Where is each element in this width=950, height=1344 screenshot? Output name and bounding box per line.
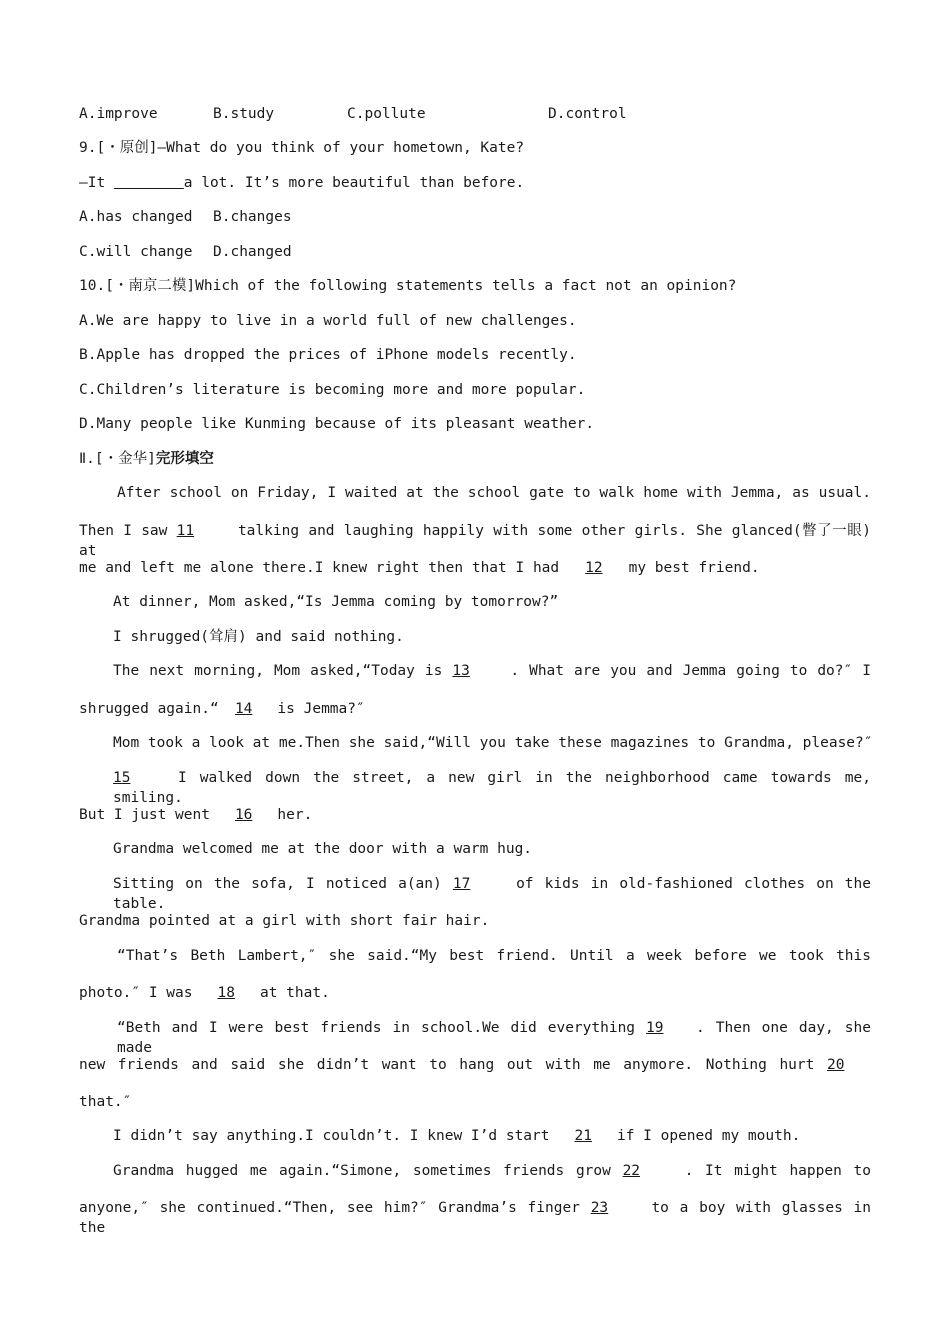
passage-p6-line1 bbox=[113, 768, 871, 808]
q9-option-a: A.has changed bbox=[79, 209, 193, 225]
blank-13: 13 bbox=[452, 663, 470, 679]
passage-p1-line3 bbox=[79, 558, 871, 578]
text-segment: my best friend. bbox=[628, 560, 760, 576]
q10-option-c: C.Children’s literature is becoming more and more popular. bbox=[79, 382, 586, 398]
q8-option-a: A.improve bbox=[79, 106, 158, 122]
blank-23: 23 bbox=[590, 1200, 609, 1216]
text-segment: her. bbox=[277, 807, 313, 823]
q8-option-c: C.pollute bbox=[347, 106, 426, 122]
blank-16: 16 bbox=[234, 807, 253, 823]
passage-p12-line1 bbox=[113, 1161, 871, 1181]
passage-p12-line2 bbox=[79, 1198, 871, 1238]
text-segment: of kids in old-fashioned clothes on the table. bbox=[113, 876, 871, 912]
passage-p5: Mom took a look at me.Then she said,“Will you take these magazines to Grandma, please?″ bbox=[113, 735, 873, 751]
passage-p8-line1 bbox=[113, 874, 871, 914]
passage-p3: I shrugged(耸肩) and said nothing. bbox=[113, 629, 404, 645]
q10-option-d: D.Many people like Kunming because of its pleasant weather. bbox=[79, 416, 595, 432]
text-segment: to a boy with glasses in the bbox=[79, 1200, 872, 1236]
passage-p10-line3: that.″ bbox=[79, 1094, 132, 1110]
passage-p1-line1: After school on Friday, I waited at the school gate to walk home with Jemma, as usual. bbox=[117, 485, 871, 501]
passage-p9-line1: “That’s Beth Lambert,″ she said.“My best friend. Until a week before we took this bbox=[117, 948, 871, 964]
q9-stem: 9.[・原创]—What do you think of your hometown, Kate? bbox=[79, 140, 525, 156]
passage-p7: Grandma welcomed me at the door with a warm hug. bbox=[113, 841, 533, 857]
passage-p9-line2 bbox=[79, 983, 871, 1003]
q9-line-pre: —It bbox=[79, 175, 114, 191]
text-segment: . Then one day, she made bbox=[117, 1020, 871, 1056]
text-segment: photo.″ I was bbox=[79, 985, 193, 1001]
passage-p1-line2 bbox=[79, 521, 871, 561]
blank-17: 17 bbox=[452, 876, 471, 892]
text-segment: I walked down the street, a new girl in the neighborhood came towards me, smiling. bbox=[113, 770, 871, 806]
q9-option-c: C.will change bbox=[79, 244, 193, 260]
section-heading bbox=[79, 449, 871, 469]
blank-18: 18 bbox=[217, 985, 235, 1001]
text-segment: Grandma hugged me again.“Simone, sometimes friends grow bbox=[113, 1163, 611, 1179]
blank-20: 20 bbox=[827, 1057, 845, 1073]
section-title: 完形填空 bbox=[155, 451, 214, 467]
text-segment: new friends and said she didn’t want to hang out with me anymore. Nothing hurt bbox=[79, 1057, 815, 1073]
passage-p11 bbox=[113, 1126, 871, 1146]
text-segment: talking and laughing happily with some other girls. She glanced(瞥了一眼) at bbox=[79, 523, 871, 559]
passage-p8-line2: Grandma pointed at a girl with short fair hair. bbox=[79, 913, 490, 929]
text-segment: anyone,″ she continued.“Then, see him?″ Grandma’s finger bbox=[79, 1200, 580, 1216]
q9-blank bbox=[114, 175, 184, 191]
text-segment: . It might happen to bbox=[684, 1163, 871, 1179]
q10-stem: 10.[・南京二模]Which of the following statements tells a fact not an opinion? bbox=[79, 278, 737, 294]
blank-19: 19 bbox=[646, 1020, 664, 1036]
text-segment: The next morning, Mom asked,“Today is bbox=[113, 663, 443, 679]
blank-21: 21 bbox=[574, 1128, 592, 1144]
passage-p6-line2 bbox=[79, 805, 871, 825]
text-segment: Then I saw bbox=[79, 523, 168, 539]
text-segment: But I just went bbox=[79, 807, 210, 823]
text-segment: me and left me alone there.I knew right then that I had bbox=[79, 560, 560, 576]
text-segment: at that. bbox=[259, 985, 330, 1001]
passage-p4-line2 bbox=[79, 699, 871, 719]
section-prefix: Ⅱ.[・金华] bbox=[79, 451, 156, 467]
blank-14: 14 bbox=[234, 701, 253, 717]
blank-22: 22 bbox=[622, 1163, 641, 1179]
q8-option-d: D.control bbox=[548, 106, 627, 122]
passage-p10-line1 bbox=[117, 1018, 871, 1058]
q10-option-a: A.We are happy to live in a world full of new challenges. bbox=[79, 313, 577, 329]
text-segment: is Jemma?″ bbox=[277, 701, 365, 717]
q9-answer-line bbox=[79, 173, 871, 193]
q10-option-b: B.Apple has dropped the prices of iPhone models recently. bbox=[79, 347, 577, 363]
q9-option-d: D.changed bbox=[213, 244, 292, 260]
text-segment: if I opened my mouth. bbox=[616, 1128, 801, 1144]
text-segment: . What are you and Jemma going to do?″ I bbox=[510, 663, 871, 679]
passage-p4-line1 bbox=[113, 661, 871, 681]
passage-p2: At dinner, Mom asked,“Is Jemma coming by tomorrow?” bbox=[113, 594, 559, 610]
passage-p10-line2 bbox=[79, 1055, 871, 1075]
text-segment: “Beth and I were best friends in school.We did everything bbox=[117, 1020, 636, 1036]
text-segment: I didn’t say anything.I couldn’t. I knew I’d start bbox=[113, 1128, 550, 1144]
blank-11: 11 bbox=[176, 523, 195, 539]
q8-option-b: B.study bbox=[213, 106, 275, 122]
q9-option-b: B.changes bbox=[213, 209, 292, 225]
blank-15: 15 bbox=[113, 770, 131, 786]
text-segment: Sitting on the sofa, I noticed a(an) bbox=[113, 876, 442, 892]
q9-line-post: a lot. It’s more beautiful than before. bbox=[183, 175, 525, 191]
text-segment: shrugged again.“ bbox=[79, 701, 219, 717]
blank-12: 12 bbox=[585, 560, 603, 576]
